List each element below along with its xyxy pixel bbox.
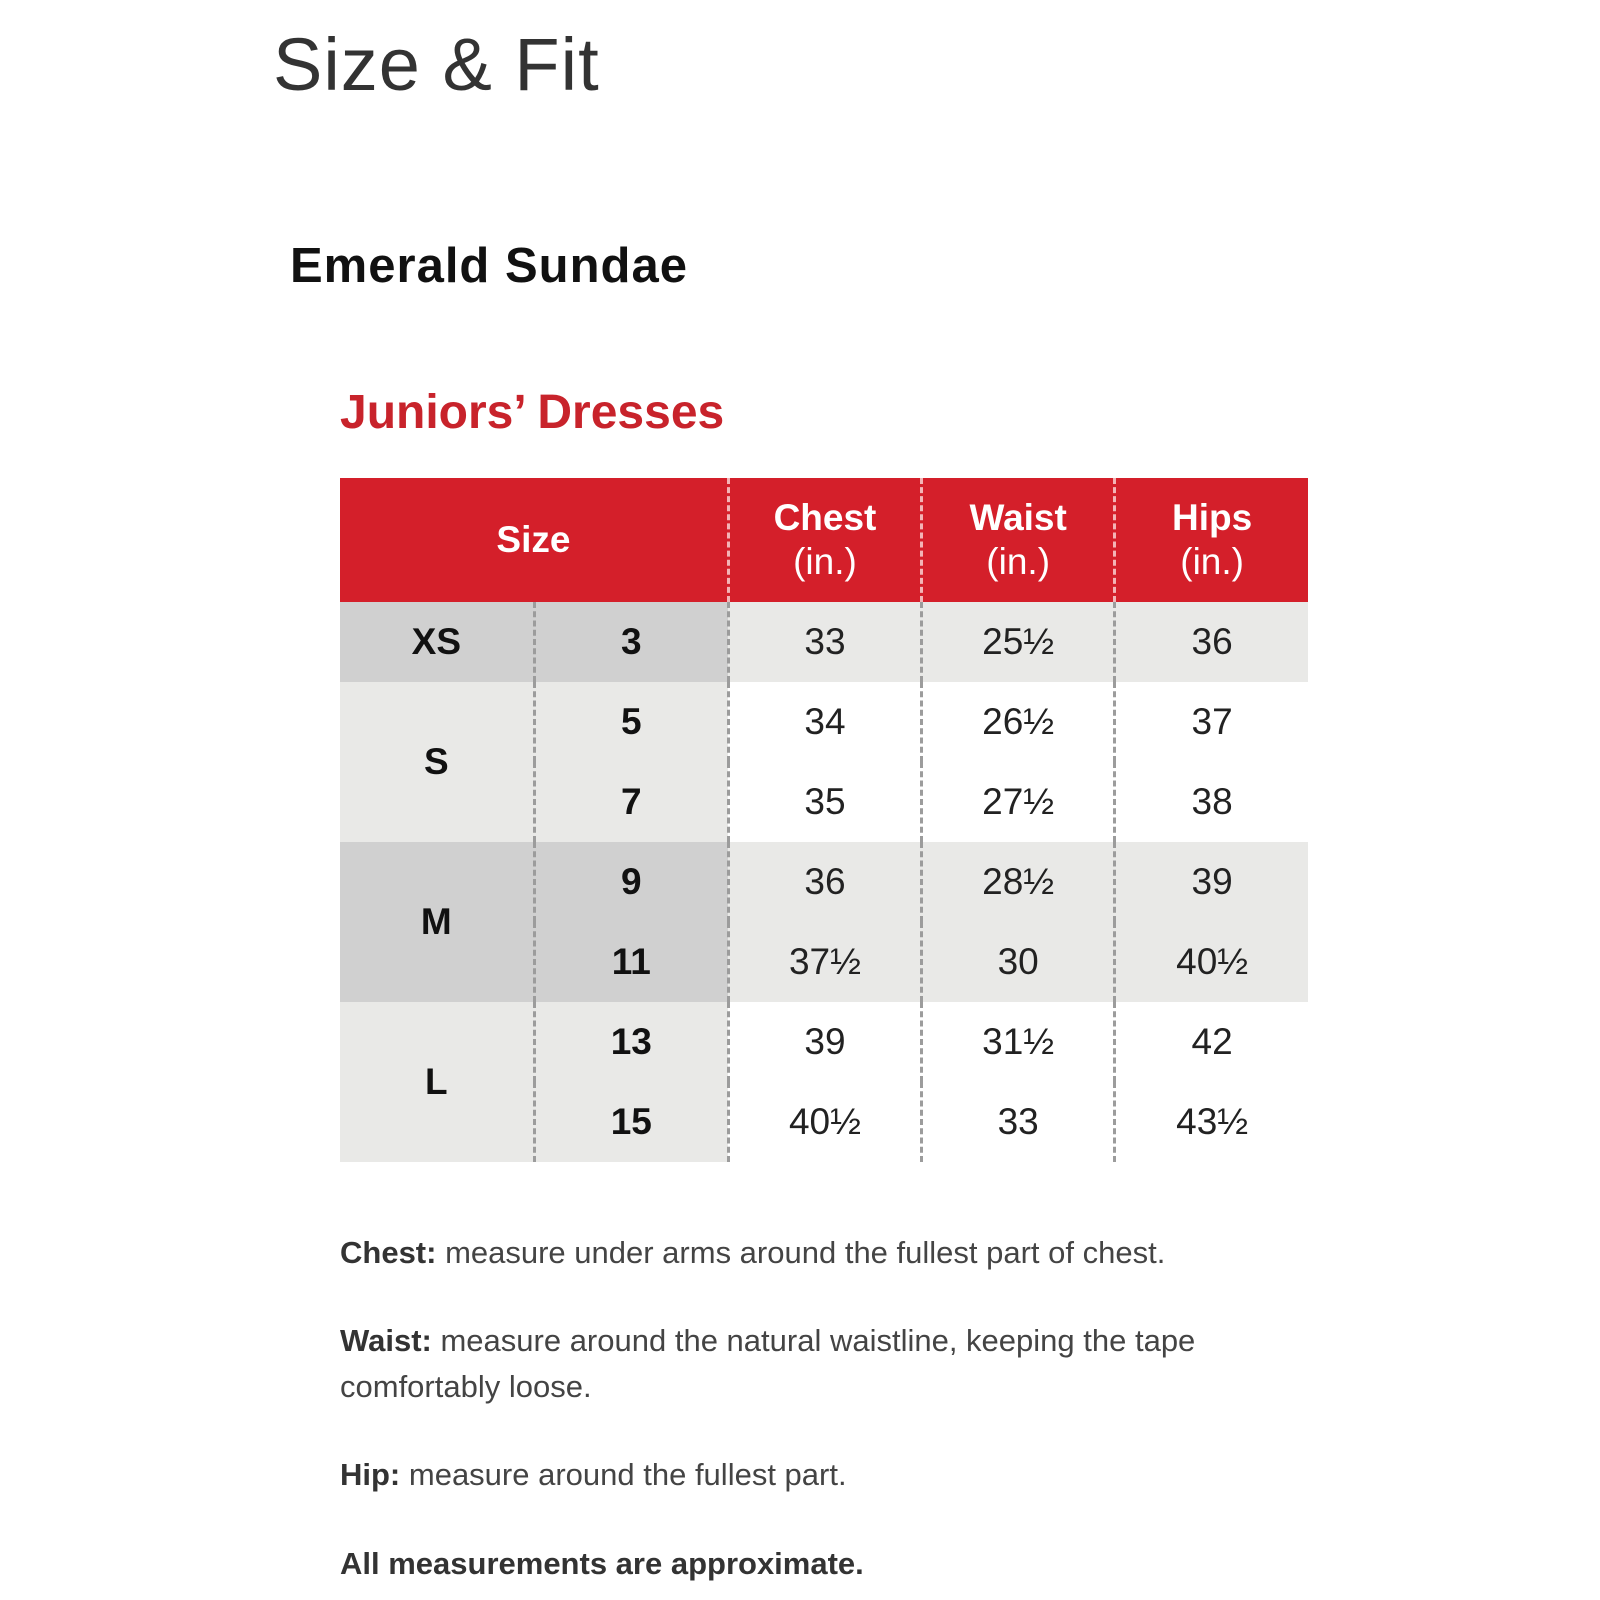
header-waist bbox=[922, 478, 1115, 602]
header-size-label: Size bbox=[496, 519, 571, 560]
header-waist-unit: (in.) bbox=[986, 541, 1051, 582]
hip-note bbox=[340, 1452, 1320, 1498]
chest-value: 35 bbox=[728, 762, 921, 842]
header-chest-unit: (in.) bbox=[793, 541, 857, 582]
chest-value: 37½ bbox=[728, 922, 921, 1002]
chest-note bbox=[340, 1230, 1320, 1276]
size-number: 11 bbox=[534, 922, 728, 1002]
header-hips-label: Hips bbox=[1172, 497, 1253, 538]
chest-value: 34 bbox=[728, 682, 921, 762]
hip-note-label: Hip: bbox=[340, 1457, 401, 1492]
hips-value: 37 bbox=[1115, 682, 1308, 762]
page-title: Size & Fit bbox=[273, 23, 600, 106]
waist-value: 33 bbox=[922, 1082, 1115, 1162]
table-row bbox=[340, 682, 1308, 762]
size-number: 5 bbox=[534, 682, 728, 762]
hips-value: 38 bbox=[1115, 762, 1308, 842]
section-title: Juniors’ Dresses bbox=[340, 386, 725, 439]
size-letter-xs: XS bbox=[340, 602, 534, 682]
chest-value: 36 bbox=[728, 842, 921, 922]
hip-note-text: measure around the fullest part. bbox=[400, 1457, 847, 1492]
size-number: 9 bbox=[534, 842, 728, 922]
hips-value: 42 bbox=[1115, 1002, 1308, 1082]
table-row bbox=[340, 842, 1308, 922]
table-row bbox=[340, 602, 1308, 682]
header-waist-label: Waist bbox=[969, 497, 1067, 538]
hips-value: 43½ bbox=[1115, 1082, 1308, 1162]
hips-value: 36 bbox=[1115, 602, 1308, 682]
size-number: 7 bbox=[534, 762, 728, 842]
waist-note-label: Waist: bbox=[340, 1323, 432, 1358]
hips-value: 39 bbox=[1115, 842, 1308, 922]
chest-note-text: measure under arms around the fullest part of chest. bbox=[436, 1235, 1166, 1270]
chest-value: 40½ bbox=[728, 1082, 921, 1162]
chest-value: 39 bbox=[728, 1002, 921, 1082]
size-letter-m: M bbox=[340, 842, 534, 1002]
size-letter-l: L bbox=[340, 1002, 534, 1162]
header-chest-label: Chest bbox=[773, 497, 877, 538]
table-header-row bbox=[340, 478, 1308, 602]
brand-name: Emerald Sundae bbox=[290, 239, 688, 293]
hips-value: 40½ bbox=[1115, 922, 1308, 1002]
header-hips bbox=[1115, 478, 1308, 602]
waist-value: 25½ bbox=[922, 602, 1115, 682]
size-number: 3 bbox=[534, 602, 728, 682]
waist-note bbox=[340, 1318, 1320, 1410]
waist-value: 31½ bbox=[922, 1002, 1115, 1082]
header-hips-unit: (in.) bbox=[1180, 541, 1244, 582]
size-number: 13 bbox=[534, 1002, 728, 1082]
size-letter-s: S bbox=[340, 682, 534, 842]
size-number: 15 bbox=[534, 1082, 728, 1162]
header-size bbox=[340, 478, 728, 602]
table-row bbox=[340, 1002, 1308, 1082]
disclaimer-note: All measurements are approximate. bbox=[340, 1546, 864, 1581]
header-chest bbox=[728, 478, 921, 602]
waist-value: 26½ bbox=[922, 682, 1115, 762]
waist-value: 30 bbox=[922, 922, 1115, 1002]
waist-value: 28½ bbox=[922, 842, 1115, 922]
waist-value: 27½ bbox=[922, 762, 1115, 842]
chest-note-label: Chest: bbox=[340, 1235, 437, 1270]
size-chart-table bbox=[340, 478, 1308, 1162]
waist-note-text: measure around the natural waistline, keeping the tape comfortably loose. bbox=[340, 1323, 1196, 1404]
chest-value: 33 bbox=[728, 602, 921, 682]
